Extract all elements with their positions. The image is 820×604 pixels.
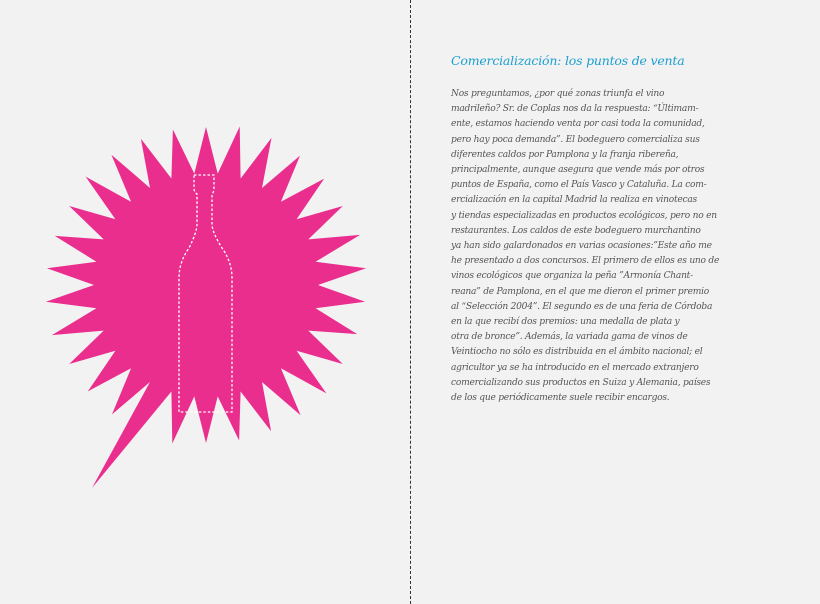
right-page	[411, 0, 820, 604]
article-body-line: otra de bronce”. Además, la variada gama de vinos de	[451, 332, 688, 343]
article-body-line: he presentado a dos concursos. El primero de ellos es uno de	[451, 256, 720, 267]
article-body-line: Nos preguntamos, ¿por qué zonas triunfa el vino	[451, 89, 665, 99]
article-body-line: ya han sido galardonados en varias ocasiones:”Este año me	[451, 241, 712, 252]
article-body	[451, 87, 739, 406]
article-body-line: ercialización en la capital Madrid la realiza en vinotecas	[451, 195, 697, 206]
section-title: Comercialización: los puntos de venta	[451, 53, 685, 68]
speech-burst-shape	[46, 127, 366, 489]
article-body-line: comercializando sus productos en Suiza y Alemania, países	[451, 377, 711, 388]
article-body-line: agricultor ya se ha introducido en el mercado extranjero	[451, 362, 699, 373]
article-body-line: restaurantes. Los caldos de este bodeguero murchantino	[451, 225, 701, 236]
article-body-line: reana” de Pamplona, en el que me dieron el primer premio	[451, 286, 709, 297]
article-body-line: al “Selección 2004”. El segundo es de una feria de Córdoba	[451, 301, 713, 312]
article-body-line: principalmente, aunque asegura que vende más por otros	[451, 165, 705, 176]
article-body-line: Veintiocho no sólo es distribuida en el ámbito nacional; el	[451, 347, 703, 358]
article-body-line: vinos ecológicos que organiza la peña ”Armonía Chant-	[451, 271, 693, 282]
article-body-line: puntos de España, como el País Vasco y Cataluña. La com-	[451, 180, 707, 191]
article-body-line: en la que recibí dos premios: una medalla de plata y	[451, 317, 680, 328]
article-body-line: y tiendas especializadas en productos ecológicos, pero no en	[451, 210, 717, 221]
article-body-line: madrileño? Sr. de Coplas nos da la respuesta: “Últimam-	[451, 104, 699, 115]
article-body-line: pero hay poca demanda”. El bodeguero comercializa sus	[451, 134, 700, 145]
article-body-line: diferentes caldos por Pamplona y la franja ribereña,	[451, 149, 679, 160]
article-body-line: ente, estamos haciendo venta por casi toda la comunidad,	[451, 119, 705, 130]
article-body-line: de los que periódicamente suele recibir encargos.	[451, 393, 670, 404]
